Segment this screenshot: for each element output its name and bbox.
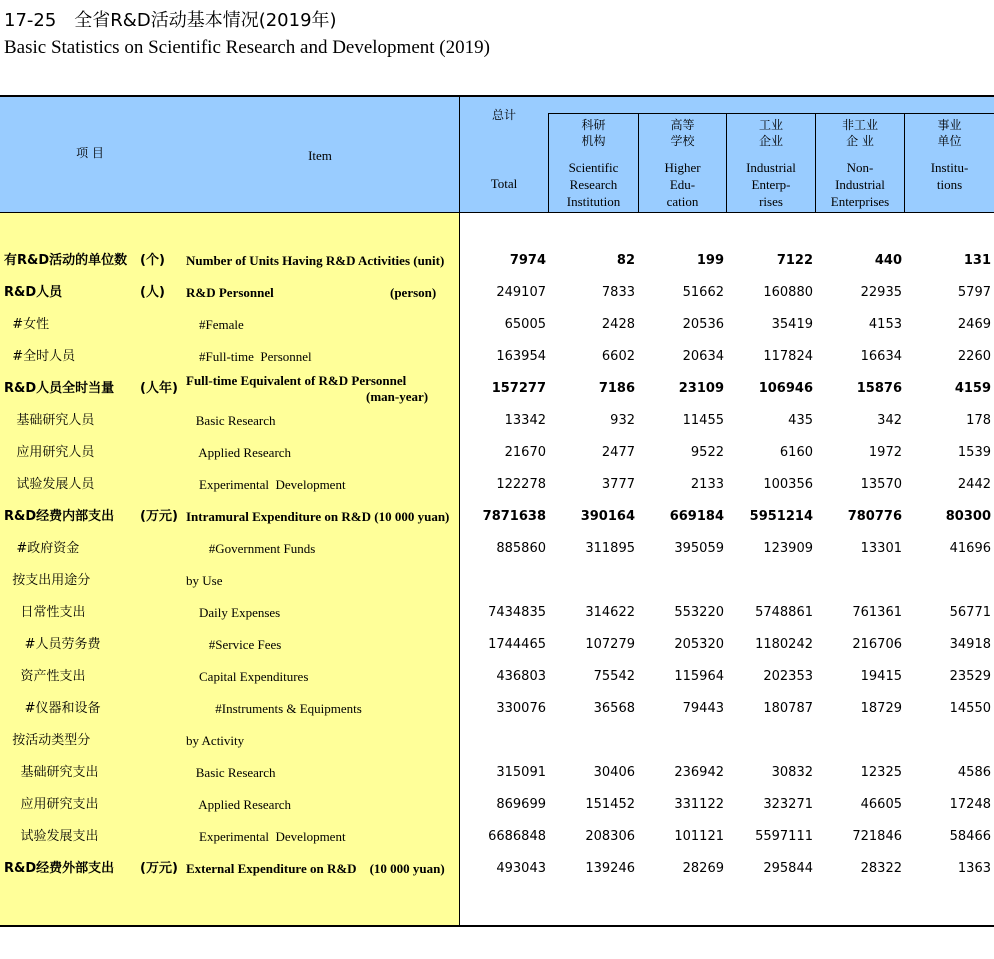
cell-value [725, 565, 813, 597]
cell-value: 163954 [496, 349, 546, 364]
row-label-en: Basic Research [186, 413, 276, 428]
cell-value: 79443 [682, 701, 724, 716]
cell-value: 115964 [674, 669, 724, 684]
cell-value [814, 725, 902, 757]
cell-value: 117824 [763, 349, 813, 364]
cell-value: 46605 [860, 797, 902, 812]
table-row [0, 405, 994, 437]
table-row [0, 533, 994, 565]
cell-value: 9522 [690, 445, 724, 460]
cell-value: 51662 [682, 285, 724, 300]
cell-value: 75542 [593, 669, 635, 684]
row-unit-cn: (万元) [140, 509, 178, 524]
cell-value: 1363 [957, 861, 991, 876]
header-col-higher-education: 高等 学校 Higher Edu- cation [664, 118, 701, 209]
statistics-table [0, 95, 994, 927]
cell-value: 65005 [504, 317, 546, 332]
row-label-en: External Expenditure on R&D (10 000 yuan) [186, 861, 445, 876]
cell-value: 932 [610, 413, 635, 428]
cell-value: 315091 [496, 765, 546, 780]
cell-value: 5748861 [755, 605, 813, 620]
row-label-cn: 按支出用途分 [4, 573, 91, 588]
row-label-en: Intramural Expenditure on R&D (10 000 yuan) [186, 509, 450, 524]
row-unit-cn: (人) [140, 285, 165, 300]
cell-value [458, 725, 546, 757]
cell-value [903, 565, 991, 597]
cell-value: 56771 [949, 605, 991, 620]
cell-value: 18729 [860, 701, 902, 716]
cell-value: 123909 [763, 541, 813, 556]
cell-value: 5597111 [755, 829, 813, 844]
cell-value: 12325 [860, 765, 902, 780]
cell-value: 869699 [496, 797, 546, 812]
table-row [0, 245, 994, 277]
row-label-en: by Activity [186, 733, 245, 748]
cell-value [547, 565, 635, 597]
cell-value: 13342 [504, 413, 546, 428]
row-label-en: Full-time Equivalent of R&D Personnel (man-year) [186, 373, 429, 404]
header-col-non-industrial-enterprises: 非工业 企 业 Non- Industrial Enterprises [830, 118, 890, 209]
table-row [0, 309, 994, 341]
cell-value: 106946 [758, 381, 813, 396]
cell-value: 1744465 [488, 637, 546, 652]
cell-value: 80300 [945, 509, 991, 524]
cell-value: 23529 [949, 669, 991, 684]
row-label-cn: 按活动类型分 [4, 733, 91, 748]
row-unit-cn: (人年) [140, 381, 178, 396]
cell-value: 131 [963, 253, 991, 268]
row-label-cn: 有R&D活动的单位数 [4, 253, 128, 268]
cell-value: 2477 [601, 445, 635, 460]
cell-value: 30406 [593, 765, 635, 780]
cell-value: 4159 [954, 381, 991, 396]
cell-value: 311895 [585, 541, 635, 556]
cell-value: 4153 [868, 317, 902, 332]
header-item-en: Item [308, 148, 332, 163]
cell-value: 761361 [852, 605, 902, 620]
row-label-cn: R&D人员全时当量 [4, 381, 115, 396]
row-label-cn: #女性 [4, 317, 50, 332]
cell-value: 6160 [779, 445, 813, 460]
cell-value: 34918 [949, 637, 991, 652]
cell-value: 7833 [601, 285, 635, 300]
cell-value: 2442 [957, 477, 991, 492]
cell-value [903, 725, 991, 757]
cell-value: 2428 [601, 317, 635, 332]
cell-value: 11455 [682, 413, 724, 428]
row-unit-en: (person) [390, 285, 437, 300]
table-row [0, 565, 994, 597]
header-total-cn: 总计 [491, 108, 516, 122]
row-label-cn: #仪器和设备 [4, 701, 101, 716]
row-label-cn: #人员劳务费 [4, 637, 101, 652]
cell-value: 3777 [601, 477, 635, 492]
table-row [0, 821, 994, 853]
row-label-en: #Instruments & Equipments [186, 701, 362, 716]
cell-value: 553220 [674, 605, 724, 620]
row-unit-cn: (万元) [140, 861, 178, 876]
cell-value: 440 [874, 253, 902, 268]
row-label-cn: R&D人员 [4, 285, 63, 300]
table-top-border [0, 95, 994, 97]
row-label-cn: R&D经费内部支出 [4, 509, 115, 524]
table-bottom-border [0, 925, 994, 927]
cell-value: 435 [788, 413, 813, 428]
row-label-en: #Female [186, 317, 244, 332]
cell-value: 7974 [509, 253, 546, 268]
row-label-en: Experimental Development [186, 477, 346, 492]
cell-value: 721846 [852, 829, 902, 844]
cell-value: 157277 [491, 381, 546, 396]
cell-value [636, 725, 724, 757]
cell-value: 23109 [678, 381, 724, 396]
row-label-cn: R&D经费外部支出 [4, 861, 115, 876]
cell-value: 35419 [771, 317, 813, 332]
row-label-en: R&D Personnel [186, 285, 274, 300]
table-row [0, 437, 994, 469]
row-label-cn: 资产性支出 [4, 669, 86, 684]
cell-value: 13301 [860, 541, 902, 556]
cell-value: 1180242 [755, 637, 813, 652]
table-row [0, 853, 994, 885]
row-label-en: Capital Expenditures [186, 669, 309, 684]
row-label-en: Applied Research [186, 445, 292, 460]
cell-value: 6686848 [488, 829, 546, 844]
cell-value: 22935 [860, 285, 902, 300]
header-item-cn: 项 目 [76, 146, 104, 160]
cell-value: 151452 [585, 797, 635, 812]
cell-value: 331122 [674, 797, 724, 812]
table-row [0, 277, 994, 309]
table-row [0, 725, 994, 757]
cell-value: 199 [696, 253, 724, 268]
cell-value: 58466 [949, 829, 991, 844]
cell-value: 295844 [763, 861, 813, 876]
cell-value: 139246 [585, 861, 635, 876]
cell-value: 5951214 [749, 509, 813, 524]
cell-value: 13570 [860, 477, 902, 492]
cell-value: 669184 [669, 509, 724, 524]
cell-value: 180787 [763, 701, 813, 716]
cell-value: 7871638 [482, 509, 546, 524]
cell-value: 122278 [496, 477, 546, 492]
subheader-top-border [548, 113, 994, 114]
cell-value: 202353 [763, 669, 813, 684]
table-row [0, 629, 994, 661]
cell-value: 20634 [682, 349, 724, 364]
cell-value: 21670 [504, 445, 546, 460]
cell-value: 493043 [496, 861, 546, 876]
table-title-en: Basic Statistics on Scientific Research and Development (2019) [4, 37, 490, 58]
cell-value: 30832 [771, 765, 813, 780]
cell-value: 249107 [496, 285, 546, 300]
row-unit-cn: (个) [140, 253, 165, 268]
table-row [0, 341, 994, 373]
cell-value [458, 565, 546, 597]
row-label-cn: 应用研究支出 [4, 797, 99, 812]
cell-value: 16634 [860, 349, 902, 364]
row-label-cn: 试验发展人员 [4, 477, 95, 492]
table-row [0, 789, 994, 821]
row-label-en: #Full-time Personnel [186, 349, 312, 364]
cell-value: 7122 [776, 253, 813, 268]
row-label-en: Experimental Development [186, 829, 346, 844]
table-title-cn: 17-25 全省R&D活动基本情况(2019年) [4, 10, 337, 31]
header-bottom-border [0, 212, 994, 213]
cell-value: 205320 [674, 637, 724, 652]
row-label-cn: #全时人员 [4, 349, 76, 364]
row-label-cn: 基础研究人员 [4, 413, 95, 428]
row-label-cn: 日常性支出 [4, 605, 86, 620]
table-row [0, 373, 994, 405]
cell-value: 7434835 [488, 605, 546, 620]
cell-value: 19415 [860, 669, 902, 684]
header-total-en: Total [490, 176, 518, 191]
cell-value: 17248 [949, 797, 991, 812]
cell-value: 390164 [580, 509, 635, 524]
cell-value: 28269 [682, 861, 724, 876]
cell-value: 101121 [674, 829, 724, 844]
row-label-cn: #政府资金 [4, 541, 80, 556]
row-label-cn: 试验发展支出 [4, 829, 99, 844]
cell-value [725, 725, 813, 757]
cell-value: 14550 [949, 701, 991, 716]
cell-value: 82 [616, 253, 635, 268]
table-row [0, 693, 994, 725]
cell-value: 4586 [957, 765, 991, 780]
row-label-cn: 应用研究人员 [4, 445, 95, 460]
cell-value: 160880 [763, 285, 813, 300]
cell-value: 216706 [852, 637, 902, 652]
cell-value: 1539 [957, 445, 991, 460]
cell-value: 107279 [585, 637, 635, 652]
table-row [0, 757, 994, 789]
row-label-en: Number of Units Having R&D Activities (unit) [186, 253, 445, 268]
row-label-en: Applied Research [186, 797, 292, 812]
cell-value: 28322 [860, 861, 902, 876]
cell-value: 1972 [868, 445, 902, 460]
header-col-institutions: 事业 单位 Institu- tions [930, 118, 969, 192]
cell-value: 15876 [856, 381, 902, 396]
cell-value: 41696 [949, 541, 991, 556]
cell-value: 7186 [598, 381, 635, 396]
header-col-research-institution: 科研 机构 Scientific Research Institution [566, 118, 621, 209]
cell-value [547, 725, 635, 757]
cell-value: 236942 [674, 765, 724, 780]
row-label-en: #Service Fees [186, 637, 282, 652]
cell-value: 178 [966, 413, 991, 428]
cell-value [814, 565, 902, 597]
cell-value: 330076 [496, 701, 546, 716]
row-label-en: by Use [186, 573, 223, 588]
table-row [0, 469, 994, 501]
header-col-industrial-enterprises: 工业 企业 Industrial Enterp- rises [746, 118, 796, 209]
row-label-en: Daily Expenses [186, 605, 281, 620]
cell-value: 885860 [496, 541, 546, 556]
table-row [0, 501, 994, 533]
cell-value: 5797 [957, 285, 991, 300]
cell-value [636, 565, 724, 597]
row-label-en: Basic Research [186, 765, 276, 780]
cell-value: 36568 [593, 701, 635, 716]
cell-value: 323271 [763, 797, 813, 812]
cell-value: 780776 [847, 509, 902, 524]
cell-value: 436803 [496, 669, 546, 684]
table-row [0, 661, 994, 693]
cell-value: 342 [877, 413, 902, 428]
cell-value: 208306 [585, 829, 635, 844]
cell-value: 395059 [674, 541, 724, 556]
cell-value: 2260 [957, 349, 991, 364]
cell-value: 2133 [690, 477, 724, 492]
cell-value: 100356 [763, 477, 813, 492]
cell-value: 314622 [585, 605, 635, 620]
row-label-cn: 基础研究支出 [4, 765, 99, 780]
table-row [0, 597, 994, 629]
row-label-en: #Government Funds [186, 541, 316, 556]
cell-value: 6602 [601, 349, 635, 364]
cell-value: 20536 [682, 317, 724, 332]
cell-value: 2469 [957, 317, 991, 332]
